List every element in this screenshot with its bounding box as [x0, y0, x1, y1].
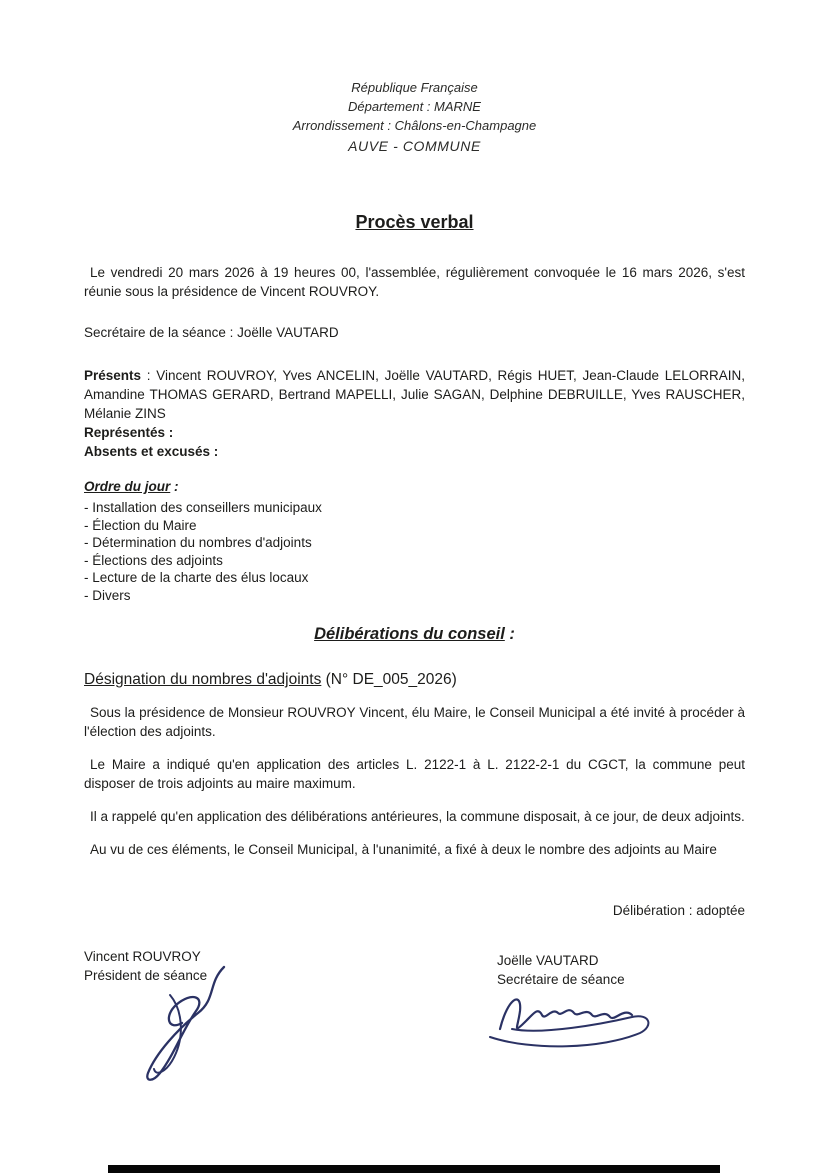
body-paragraph: Sous la présidence de Monsieur ROUVROY Vincent, élu Maire, le Conseil Municipal a été invité à procéder à l'élection des adjoints.	[84, 705, 745, 739]
signatures-block	[84, 947, 745, 1117]
agenda-item: - Lecture de la charte des élus locaux	[84, 570, 309, 585]
secretary-name: Joëlle VAUTARD	[497, 953, 599, 968]
agenda-item: - Détermination du nombres d'adjoints	[84, 535, 312, 550]
deliberations-heading-text: Délibérations du conseil	[314, 625, 505, 643]
section-heading-text: Désignation du nombres d'adjoints	[84, 671, 322, 688]
deliberations-heading-suffix: :	[504, 625, 515, 643]
intro-paragraph: Le vendredi 20 mars 2026 à 19 heures 00, l'assemblée, régulièrement convoquée le 16 mars 2026, s'est réunie sous la présidence de Vincent ROUVROY.	[84, 265, 745, 299]
secretary-line: Secrétaire de la séance : Joëlle VAUTARD	[84, 325, 339, 340]
agenda-item: - Divers	[84, 587, 131, 603]
agenda-title	[84, 478, 745, 496]
representes-line: Représentés :	[84, 425, 174, 440]
president-role: Président de séance	[84, 968, 208, 983]
presents-value: : Vincent ROUVROY, Yves ANCELIN, Joëlle VAUTARD, Régis HUET, Jean-Claude LELORRAIN, Amandine THOMAS GERARD, Bertrand MAPELLI, Julie SAGAN, Delphine DEBRUILLE, Yves RAUSCHER, Mélanie ZINS	[84, 368, 745, 421]
handwritten-signature-secretary	[482, 977, 662, 1057]
presents-line	[84, 366, 745, 423]
agenda-block	[84, 478, 745, 604]
body-paragraph: Il a rappelé qu'en application des délibérations antérieures, la commune disposait, à ce jour, de deux adjoints.	[90, 809, 745, 824]
agenda-suffix: :	[170, 479, 179, 494]
agenda-item: - Élections des adjoints	[84, 552, 223, 568]
section-heading	[84, 671, 745, 689]
deliberations-heading	[84, 625, 745, 644]
body-paragraph: Au vu de ces éléments, le Conseil Municipal, à l'unanimité, a fixé à deux le nombre des adjoints au Maire	[90, 842, 717, 857]
agenda-item: - Élection du Maire	[84, 517, 197, 533]
header-commune: AUVE - COMMUNE	[348, 138, 481, 154]
document-title	[84, 212, 745, 233]
presents-label: Présents	[84, 368, 142, 383]
absents-line: Absents et excusés :	[84, 444, 219, 459]
secretary-role: Secrétaire de séance	[497, 972, 625, 987]
scan-artifact-bar	[108, 1165, 720, 1173]
attendance-block	[84, 366, 745, 461]
president-name: Vincent ROUVROY	[84, 949, 201, 964]
section-heading-ref: (N° DE_005_2026)	[321, 671, 457, 688]
handwritten-signature-president	[112, 961, 252, 1091]
agenda-item: - Installation des conseillers municipaux	[84, 500, 322, 515]
body-paragraph: Le Maire a indiqué qu'en application des articles L. 2122-1 à L. 2122-2-1 du CGCT, la commune peut disposer de trois adjoints au maire maximum.	[84, 757, 745, 791]
header-arrondissement: Arrondissement : Châlons-en-Champagne	[292, 118, 537, 133]
agenda-label: Ordre du jour	[84, 479, 171, 494]
decision-line: Délibération : adoptée	[612, 903, 745, 918]
header-departement: Département : MARNE	[348, 99, 481, 114]
document-header	[84, 78, 745, 156]
document-title-text: Procès verbal	[355, 212, 474, 232]
header-republique: République Française	[351, 80, 478, 95]
